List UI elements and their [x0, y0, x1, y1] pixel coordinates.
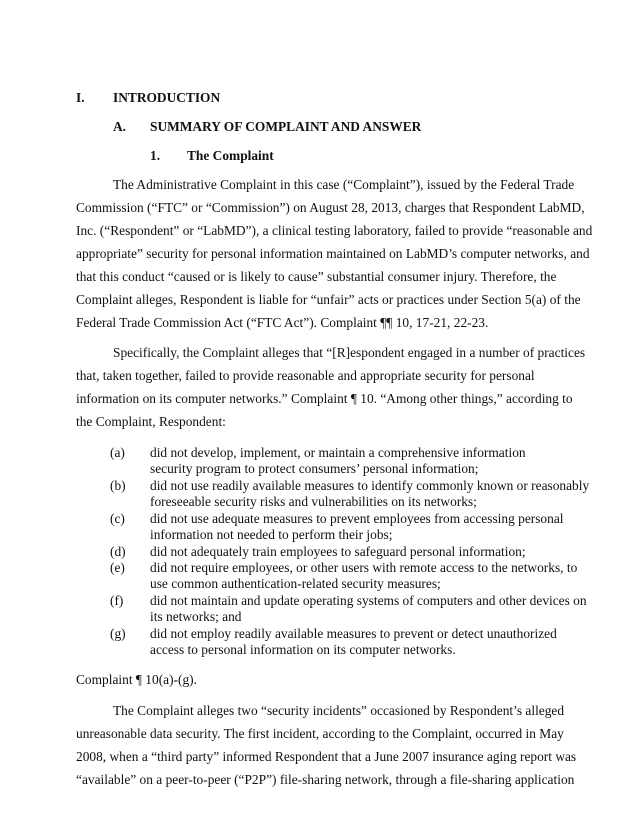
- list-item-label: (b): [110, 478, 126, 493]
- paragraph-line: unreasonable data security. The first incident, according to the Complaint, occurred in May: [76, 726, 564, 741]
- list-item-text: did not employ readily available measures to prevent or detect unauthorized: [150, 626, 557, 641]
- subsection-title: SUMMARY OF COMPLAINT AND ANSWER: [150, 119, 422, 134]
- paragraph-line: that, taken together, failed to provide reasonable and appropriate security for personal: [76, 368, 535, 383]
- list-item-label: (f): [110, 593, 124, 608]
- paragraph-line: “available” on a peer-to-peer (“P2P”) file-sharing network, through a file-sharing application: [76, 772, 575, 787]
- section-title: INTRODUCTION: [113, 90, 221, 105]
- list-item-text: did not maintain and update operating systems of computers and other devices on: [150, 593, 587, 608]
- list-item-text: its networks; and: [150, 609, 242, 624]
- list-item-label: (a): [110, 445, 125, 460]
- paragraph-line: Commission (“FTC” or “Commission”) on August 28, 2013, charges that Respondent LabMD,: [76, 200, 585, 215]
- list-item-text: did not require employees, or other users with remote access to the networks, to: [150, 560, 578, 575]
- paragraph-line: the Complaint, Respondent:: [76, 414, 226, 429]
- section-number: I.: [76, 90, 85, 105]
- paragraph-line: 2008, when a “third party” informed Respondent that a June 2007 insurance aging report was: [76, 749, 577, 764]
- list-item-label: (c): [110, 511, 125, 526]
- subsection-letter: A.: [113, 119, 127, 134]
- list-item-text: security program to protect consumers’ personal information;: [150, 461, 479, 476]
- list-item-text: information not needed to perform their jobs;: [150, 527, 393, 542]
- paragraph-line: The Complaint alleges two “security incidents” occasioned by Respondent’s alleged: [113, 703, 565, 718]
- paragraph-line: Specifically, the Complaint alleges that “[R]espondent engaged in a number of practices: [113, 345, 586, 360]
- list-item-text: access to personal information on its computer networks.: [150, 642, 456, 657]
- list-item-label: (g): [110, 626, 126, 641]
- list-item-label: (d): [110, 544, 126, 559]
- list-item-text: foreseeable security risks and vulnerabilities on its networks;: [150, 494, 477, 509]
- list-item-text: did not adequately train employees to safeguard personal information;: [150, 544, 526, 559]
- subsubsection-number: 1.: [150, 148, 161, 163]
- list-item-text: did not use adequate measures to prevent employees from accessing personal: [150, 511, 564, 526]
- paragraph-line: Federal Trade Commission Act (“FTC Act”). Complaint ¶¶ 10, 17-21, 22-23.: [76, 315, 489, 330]
- list-item-label: (e): [110, 560, 125, 575]
- list-item-text: use common authentication-related security measures;: [150, 576, 441, 591]
- paragraph-line: Inc. (“Respondent” or “LabMD”), a clinical testing laboratory, failed to provide “reasonable and: [76, 223, 593, 238]
- paragraph-line: that this conduct “caused or is likely to cause” substantial consumer injury. Therefore, the: [76, 269, 557, 284]
- citation: Complaint ¶ 10(a)-(g).: [76, 672, 197, 687]
- subsubsection-title: The Complaint: [187, 148, 274, 163]
- paragraph-line: Complaint alleges, Respondent is liable for “unfair” acts or practices under Section 5(a) of the: [76, 292, 581, 307]
- paragraph-line: information on its computer networks.” Complaint ¶ 10. “Among other things,” according to: [76, 391, 573, 406]
- list-item-text: did not use readily available measures to identify commonly known or reasonably: [150, 478, 590, 493]
- list-item-text: did not develop, implement, or maintain a comprehensive information: [150, 445, 526, 460]
- paragraph-line: appropriate” security for personal information maintained on LabMD’s computer networks, and: [76, 246, 590, 261]
- paragraph-line: The Administrative Complaint in this case (“Complaint”), issued by the Federal Trade: [113, 177, 575, 192]
